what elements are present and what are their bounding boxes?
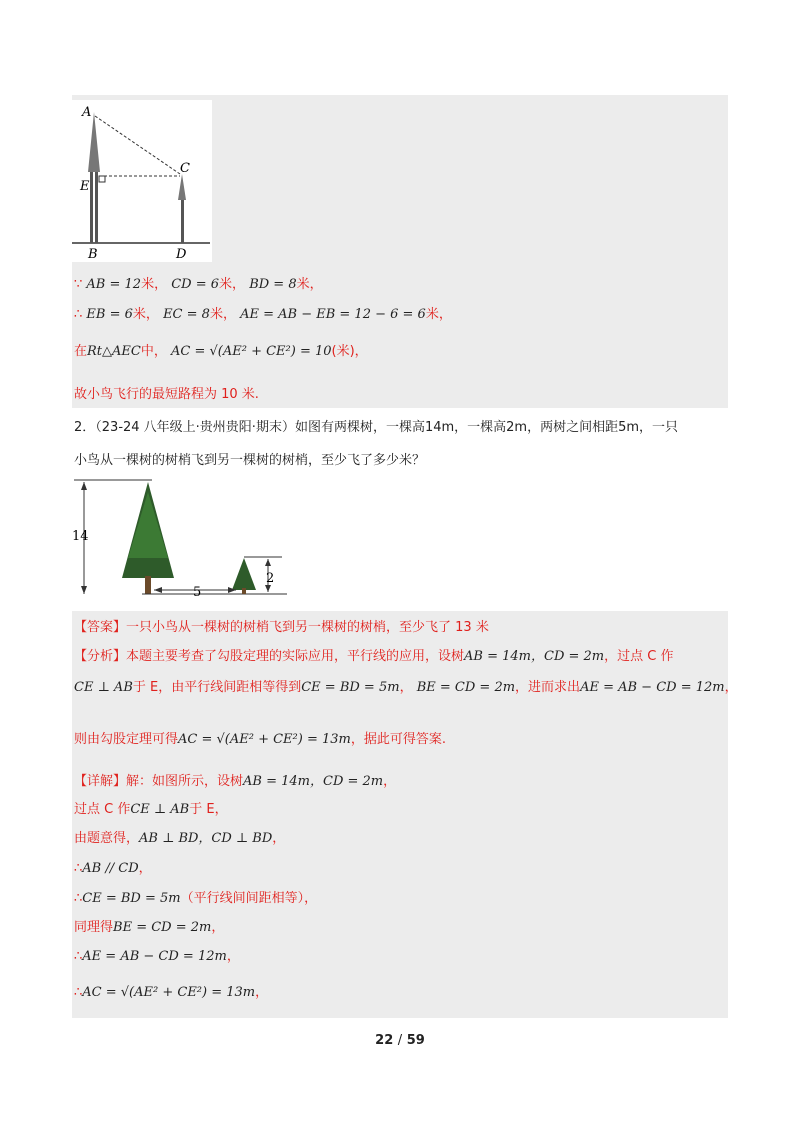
solution1-conclusion: 故小鸟飞行的最短路程为 10 米.	[74, 387, 259, 402]
detail-line7: ∴AE = AB − CD = 12m，	[74, 949, 240, 964]
solution1-line1: ∵ AB = 12米， CD = 6米， BD = 8米，	[74, 277, 323, 292]
label-A: A	[82, 105, 92, 120]
distance-label-5: 5	[193, 585, 202, 600]
answer-line: 【答案】一只小鸟从一棵树的树梢飞到另一棵树的树梢，至少飞了 13 米	[74, 620, 489, 635]
question2-line1: 2．（23-24 八年级上·贵州贵阳·期末）如图有两棵树，一棵高14m，一棵高2m，两树之间相距5m，一只	[74, 420, 679, 435]
analysis-line1: 【分析】本题主要考查了勾股定理的实际应用，平行线的应用，设树AB = 14m，CD = 2m，过点 C 作	[74, 649, 674, 664]
height-label-2: 2	[266, 571, 275, 586]
detail-line8: ∴AC = √(AE² + CE²) = 13m，	[74, 985, 269, 1000]
label-E: E	[80, 179, 90, 194]
detail-line6: 同理得BE = CD = 2m，	[74, 920, 225, 935]
label-D: D	[176, 247, 187, 262]
page-number: 22 / 59	[375, 1033, 425, 1048]
question2-line2: 小鸟从一棵树的树梢飞到另一棵树的树梢，至少飞了多少米？	[74, 453, 426, 468]
detail-line1: 【详解】解：如图所示，设树AB = 14m，CD = 2m，	[74, 774, 397, 789]
figure-1-diagram	[72, 100, 212, 262]
analysis-line2: CE ⊥ AB于 E，由平行线间距相等得到CE = BD = 5m， BE = CD = 2m，进而求出AE = AB − CD = 12m，	[74, 680, 738, 695]
solution1-line3: 在Rt△AEC中， AC = √(AE² + CE²) = 10(米)，	[74, 344, 368, 359]
detail-line2: 过点 C 作CE ⊥ AB于 E，	[74, 802, 228, 817]
figure-2-trees	[72, 478, 292, 604]
analysis-line3: 则由勾股定理可得AC = √(AE² + CE²) = 13m，据此可得答案.	[74, 732, 446, 747]
height-label-14: 14	[72, 529, 89, 544]
solution1-line2: ∴ EB = 6米， EC = 8米， AE = AB − EB = 12 − 6 = 6米，	[74, 307, 452, 322]
detail-line5: ∴CE = BD = 5m（平行线间间距相等），	[74, 891, 318, 906]
label-B: B	[88, 247, 98, 262]
detail-line4: ∴AB // CD，	[74, 861, 152, 876]
label-C: C	[180, 161, 190, 176]
detail-line3: 由题意得，AB ⊥ BD，CD ⊥ BD，	[74, 831, 286, 846]
